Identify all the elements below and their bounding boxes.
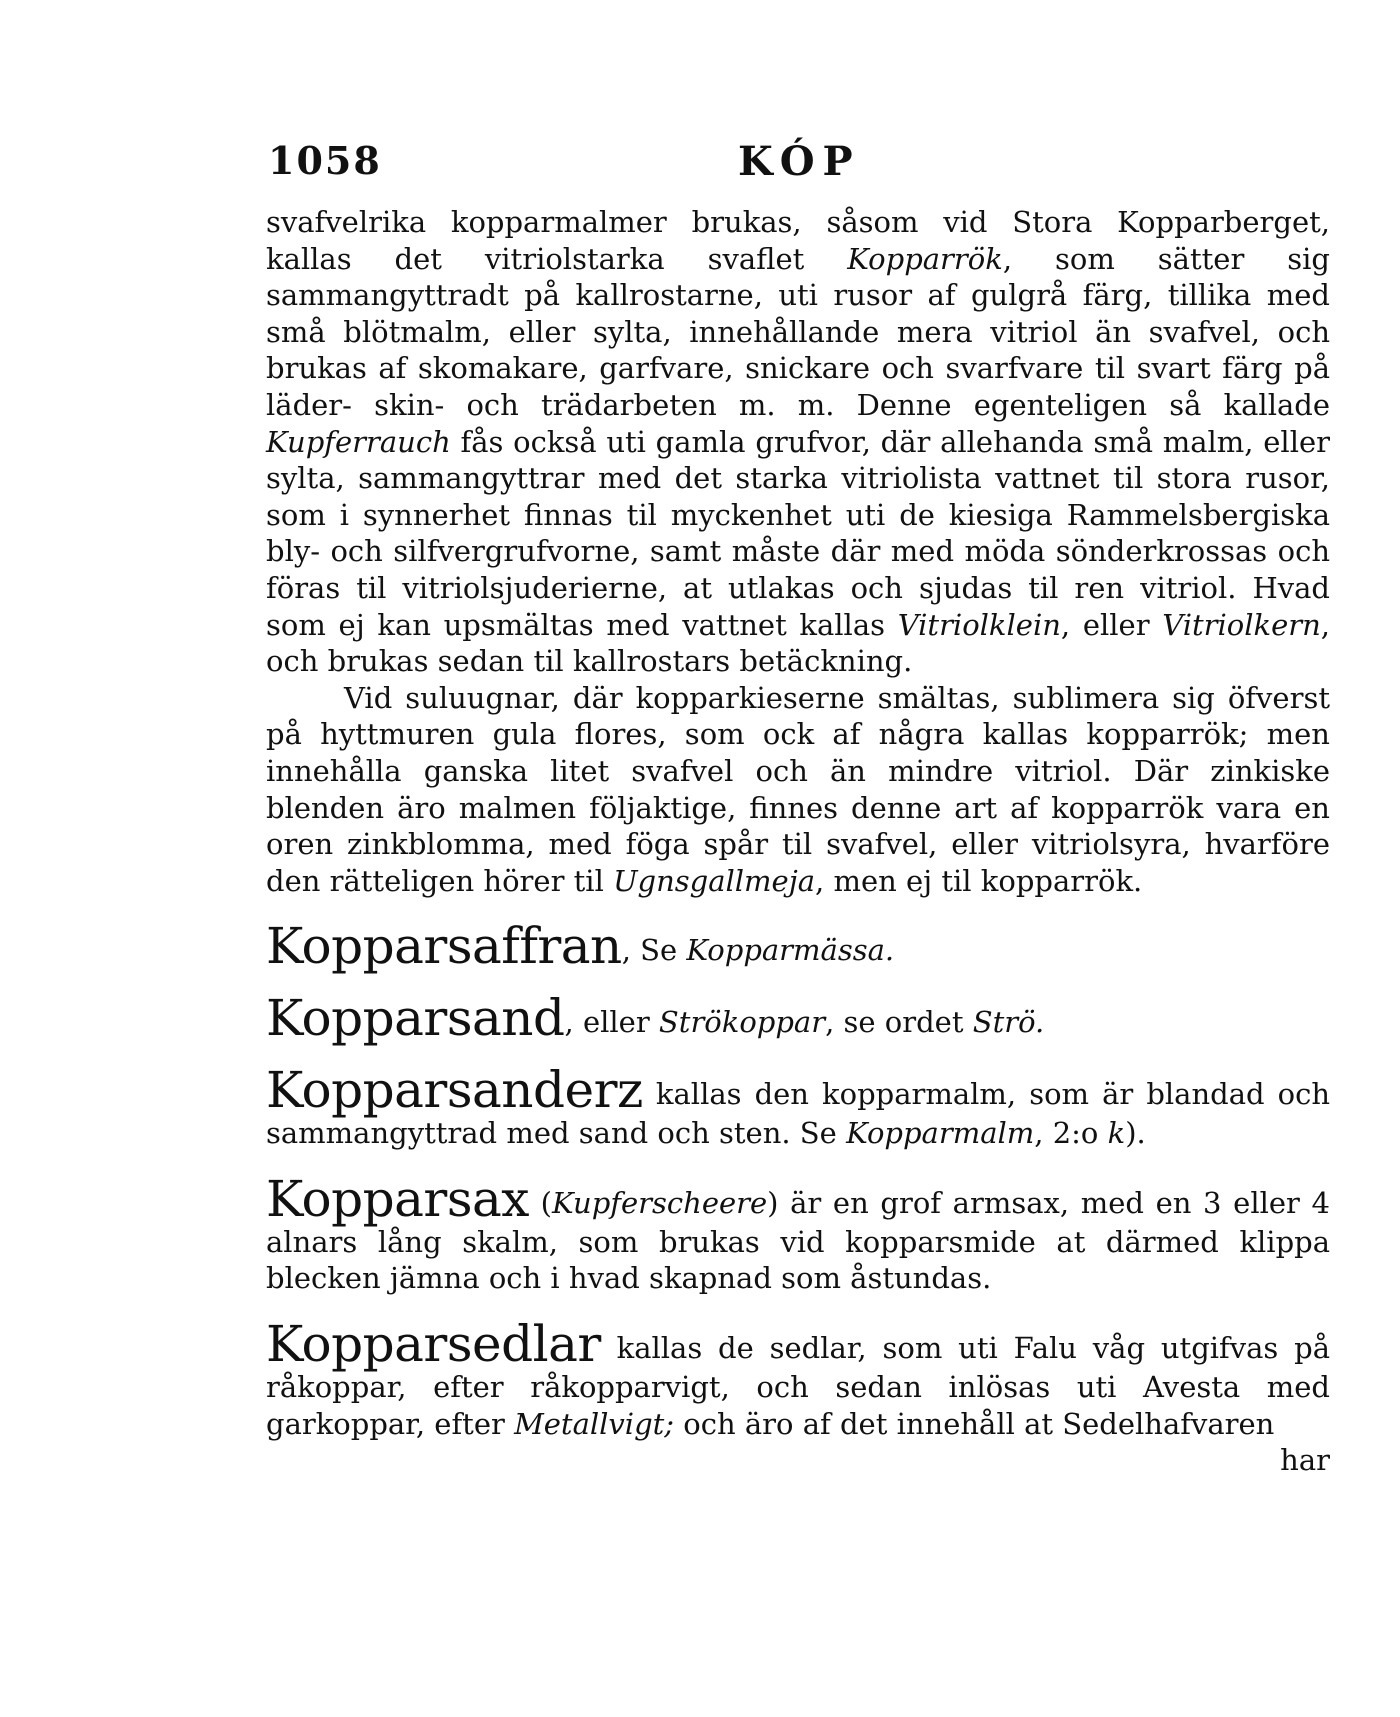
italic-term: Kopparmässa. [686,933,895,968]
text-run: , eller [1060,607,1163,642]
text-run: , 2:o [1034,1116,1108,1151]
text-run: ( [529,1185,552,1220]
text-run: , se ordet [825,1005,973,1040]
paragraph-kopparrok [266,204,1330,680]
text-run: kallas den kopparmalm, som är blandad och sammangyttrad med sand och sten. Se [266,1077,1330,1151]
text-run: ). [1125,1116,1146,1151]
text-run: , som sätter sig sammangyttradt på kallrostarne, uti rusor af gulgrå färg, tillika med små blötmalm, eller sylta, innehållande mera vitriol än svafvel, och brukas af skomakare, garfvare, snickare och svarfvare til svart färg på läder- skin- och trädarbeten m. m. Denne egenteligen så kallade [266,241,1330,422]
text-run: ) är en grof armsax, med en 3 eller 4 alnars lång skalm, som brukas vid kopparsmide at därmed klippa blecken jämna och i hvad skapnad som åstundas. [266,1185,1330,1296]
entry-kopparsand [266,989,1330,1048]
catchword: har [1280,1443,1330,1478]
page-header [268,138,1328,198]
text-run: , eller [564,1005,659,1040]
body-text [266,204,1330,1479]
headword: Kopparsax [266,1169,530,1228]
italic-term: Kupferrauch [266,424,451,459]
headword: Kopparsand [266,989,565,1048]
italic-term: Strökoppar [658,1005,826,1040]
italic-term: Kopparrök [847,241,1003,276]
text-run: , men ej til kopparrök. [815,863,1143,898]
text-run: , och brukas sedan til kallrostars betäckning. [266,607,1330,679]
entry-kopparsax [266,1169,1330,1297]
text-run: svafvelrika kopparmalmer brukas, såsom vid Stora Kopparberget, kallas det vitriolstarka svaflet [266,205,1330,276]
italic-term: Strö. [972,1005,1045,1040]
italic-term: Ugnsgallmeja [613,863,816,898]
text-run: kallas de sedlar, som uti Falu våg utgifvas på råkoppar, efter råkopparvigt, och sedan inlösas uti Avesta med garkoppar, efter [266,1331,1330,1441]
entry-kopparsanderz [266,1061,1330,1152]
italic-term: k [1107,1116,1126,1151]
paragraph-suluugnar [266,680,1330,900]
running-head: KÓP [738,138,861,185]
page-number: 1058 [268,138,382,183]
italic-term: Vitriolkern [1162,607,1321,642]
headword: Kopparsaffran [266,917,622,976]
italic-term: Vitriolklein [897,607,1061,642]
entry-kopparsaffran [266,917,1330,976]
headword: Kopparsanderz [266,1061,643,1120]
headword: Kopparsedlar [266,1315,601,1374]
text-run: Vid suluugnar, där kopparkieserne smältas, sublimera sig öfverst på hyttmuren gula flores, som ock af några kallas kopparrök; men innehålla ganska litet svafvel och än mindre vitriol. Där zinkiske blenden äro malmen följaktige, finnes denne art af kopparrök vara en oren zinkblomma, med föga spår til svafvel, eller vitriolsyra, hvarföre den rätteligen hörer til [266,680,1330,898]
text-run: och äro af det innehåll at Sedelhafvaren [674,1406,1275,1441]
text-run: fås också uti gamla grufvor, där allehanda små malm, eller sylta, sammangyttrar med det starka vitriolista vattnet til stora rusor, som i synnerhet finnas til myckenhet uti de kiesiga Rammelsbergiska bly- och silfvergrufvorne, samt måste där med möda sönderkrossas och föras til vitriolsjuderierne, at utlakas och sjudas til ren vitriol. Hvad som ej kan upsmältas med vattnet kallas [266,424,1330,642]
italic-term: Kopparmalm [846,1116,1035,1151]
italic-term: Kupferscheere [551,1185,768,1220]
italic-term: Metallvigt; [514,1406,675,1441]
text-run: , Se [621,933,687,968]
entry-kopparsedlar [266,1315,1330,1442]
